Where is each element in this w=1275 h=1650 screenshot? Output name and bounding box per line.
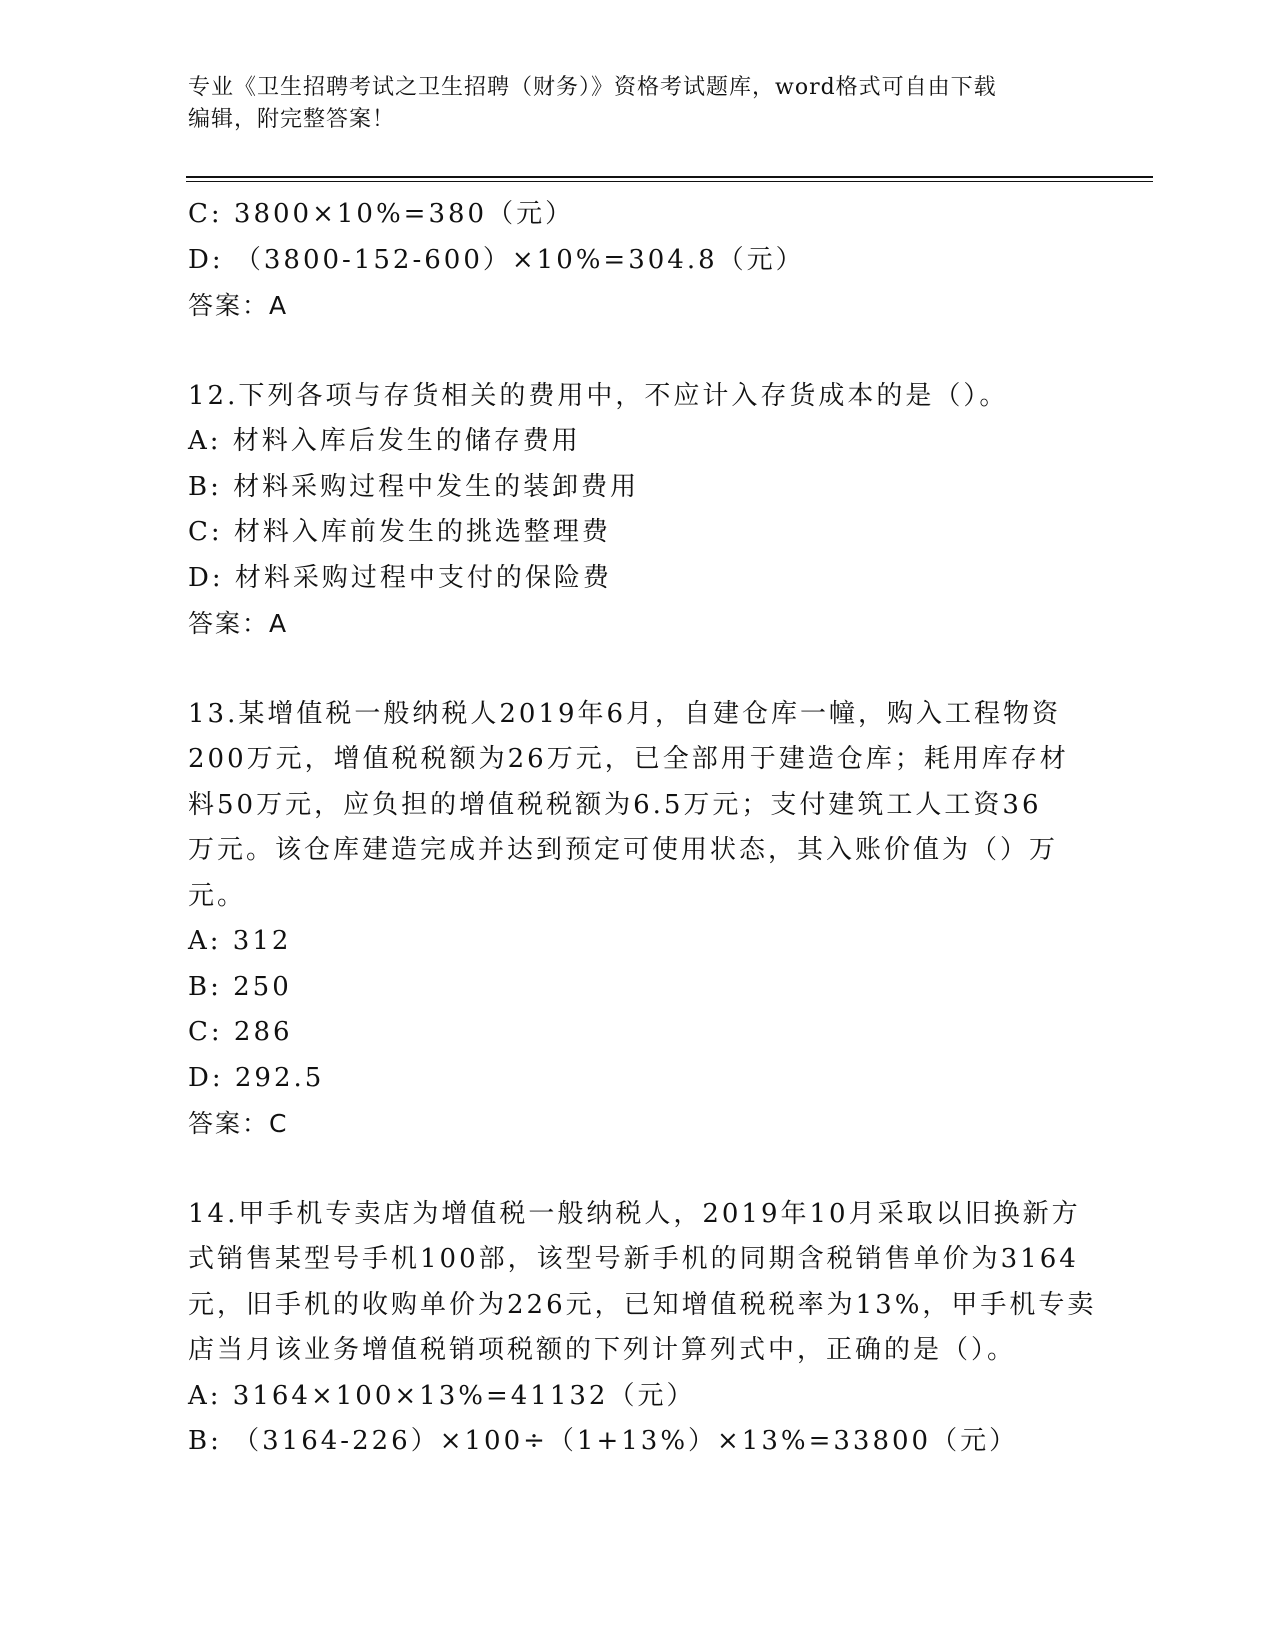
question-stem-line: 元。 <box>188 880 247 911</box>
option-c: C: 3800×10%=380（元） <box>188 199 575 229</box>
option-c: C: 286 <box>188 1017 293 1047</box>
question-stem-line: 13.某增值税一般纳税人2019年6月，自建仓库一幢，购入工程物资 <box>188 698 1062 729</box>
option-b: B: 250 <box>188 971 292 1002</box>
question-block-12 <box>188 374 1088 647</box>
option-c: C: 材料入库前发生的挑选整理费 <box>188 517 611 547</box>
option-b: B: （3164-226）×100÷（1+13%）×13%=33800（元） <box>188 1426 1019 1456</box>
option-a: A: 3164×100×13%=41132（元） <box>188 1380 696 1411</box>
option-d: D: （3800-152-600）×10%=304.8（元） <box>188 244 805 275</box>
question-stem-line: 元，旧手机的收购单价为226元，已知增值税税率为13%，甲手机专卖 <box>188 1289 1097 1320</box>
question-stem-line: 料50万元，应负担的增值税税额为6.5万元；支付建筑工人工资36 <box>188 789 1042 820</box>
question-stem-line: 店当月该业务增值税销项税额的下列计算列式中，正确的是（）。 <box>188 1335 1017 1365</box>
document-header <box>188 72 1088 136</box>
question-stem-line: 万元。该仓库建造完成并达到预定可使用状态，其入账价值为（）万 <box>188 835 1059 865</box>
question-stem-line: 200万元，增值税税额为26万元，已全部用于建造仓库；耗用库存材 <box>188 744 1069 774</box>
option-a: A: 312 <box>188 926 292 956</box>
header-title-line: 编辑，附完整答案！ <box>188 107 396 132</box>
answer-line: 答案：C <box>188 1109 289 1138</box>
question-list <box>188 192 1097 1465</box>
answer-line: 答案：A <box>188 291 289 320</box>
option-d: D: 材料采购过程中支付的保险费 <box>188 562 612 593</box>
header-divider <box>186 176 1153 178</box>
spacer <box>188 647 1088 692</box>
option-a: A: 材料入库后发生的储存费用 <box>188 426 581 456</box>
header-divider-thin <box>186 181 1153 182</box>
question-block-13 <box>188 692 1088 1147</box>
question-block-prev <box>188 192 1088 329</box>
spacer <box>188 1147 1088 1192</box>
question-stem-line: 14.甲手机专卖店为增值税一般纳税人，2019年10月采取以旧换新方 <box>188 1198 1081 1229</box>
answer-line: 答案：A <box>188 609 289 638</box>
option-b: B: 材料采购过程中发生的装卸费用 <box>188 471 640 502</box>
question-block-14 <box>188 1192 1097 1465</box>
spacer <box>188 329 1088 374</box>
option-d: D: 292.5 <box>188 1062 325 1093</box>
question-stem-line: 式销售某型号手机100部，该型号新手机的同期含税销售单价为3164 <box>188 1244 1079 1274</box>
header-title-line: 专业《卫生招聘考试之卫生招聘（财务）》资格考试题库，word格式可自由下载 <box>188 75 997 100</box>
question-stem: 12.下列各项与存货相关的费用中，不应计入存货成本的是（）。 <box>188 380 1009 411</box>
